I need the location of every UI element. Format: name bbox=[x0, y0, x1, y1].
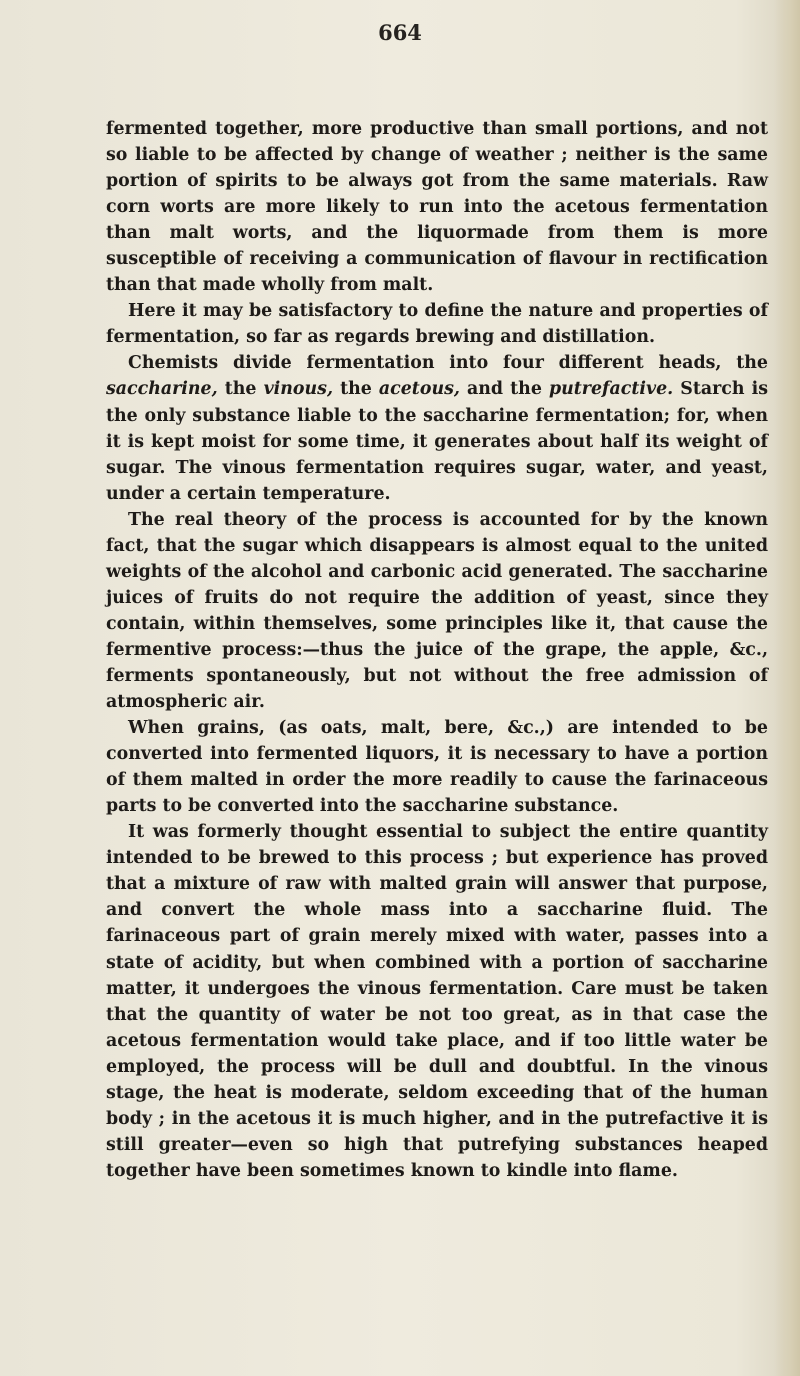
italic-term: acetous, bbox=[378, 379, 460, 400]
text-run: fermented together, more productive than small portions, and not so liable to be affected by change of weather ; neither is the same portion of spirits to be always got from the same materials. Raw corn worts are more likely to run into the acetous fermentation than malt worts, and the liquormade from them is more susceptible of receiving a communication of flavour in rectification than that made wholly from malt. bbox=[106, 119, 768, 296]
text-run: Starch is the only substance liable to the saccharine fermentation; for, when it is kept moist for some time, it generates about half its weight of sugar. The vinous fermentation requires sugar, water, and yeast, under a certain temperature. bbox=[106, 379, 768, 504]
paragraph bbox=[106, 715, 768, 819]
text-run: the bbox=[333, 379, 379, 400]
italic-term: putrefactive. bbox=[548, 379, 674, 400]
text-run: Here it may be satisfactory to define the nature and properties of fermentation, so far as regards brewing and distillation. bbox=[106, 301, 768, 348]
paragraph bbox=[106, 507, 768, 715]
text-run: When grains, (as oats, malt, bere, &c.,) are intended to be converted into fermented liquors, it is necessary to have a portion of them malted in order the more readily to cause the farinaceous parts to be converted into the saccharine substance. bbox=[106, 718, 768, 817]
text-run: the bbox=[217, 379, 264, 400]
paragraph bbox=[106, 819, 768, 1184]
page-number: 664 bbox=[378, 20, 422, 45]
text-run: The real theory of the process is accounted for by the known fact, that the sugar which disappears is almost equal to the united weights of the alcohol and carbonic acid generated. The saccharine juices of fruits do not require the addition of yeast, since they contain, within themselves, some principles like it, that cause the fermentive process:—thus the juice of the grape, the apple, &c., ferments spontaneously, but not without the free admission of atmospheric air. bbox=[106, 509, 768, 713]
body-text bbox=[106, 116, 768, 1184]
italic-term: vinous, bbox=[263, 379, 334, 400]
text-run: It was formerly thought essential to subject the entire quantity intended to be brewed to this process ; but experience has proved that a mixture of raw with malted grain will answer that purpose, and convert the whole mass into a saccharine fluid. The farinaceous part of grain merely mixed with water, passes into a state of acidity, but when combined with a portion of saccharine matter, it undergoes the vinous fermentation. Care must be taken that the quantity of water be not too great, as in that case the acetous fermentation would take place, and if too little water be employed, the process will be dull and doubtful. In the vinous stage, the heat is moderate, seldom exceeding that of the human body ; in the acetous it is much higher, and in the putrefactive it is still greater—even so high that putrefying substances heaped together have been sometimes known to kindle into flame. bbox=[106, 822, 768, 1181]
paragraph bbox=[106, 116, 768, 298]
text-run: Chemists divide fermentation into four different heads, the bbox=[128, 353, 768, 374]
text-run: and the bbox=[459, 379, 549, 400]
paragraph bbox=[106, 298, 768, 350]
italic-term: saccharine, bbox=[106, 379, 218, 400]
page-edge-shadow bbox=[774, 0, 800, 1376]
paragraph bbox=[106, 350, 768, 506]
